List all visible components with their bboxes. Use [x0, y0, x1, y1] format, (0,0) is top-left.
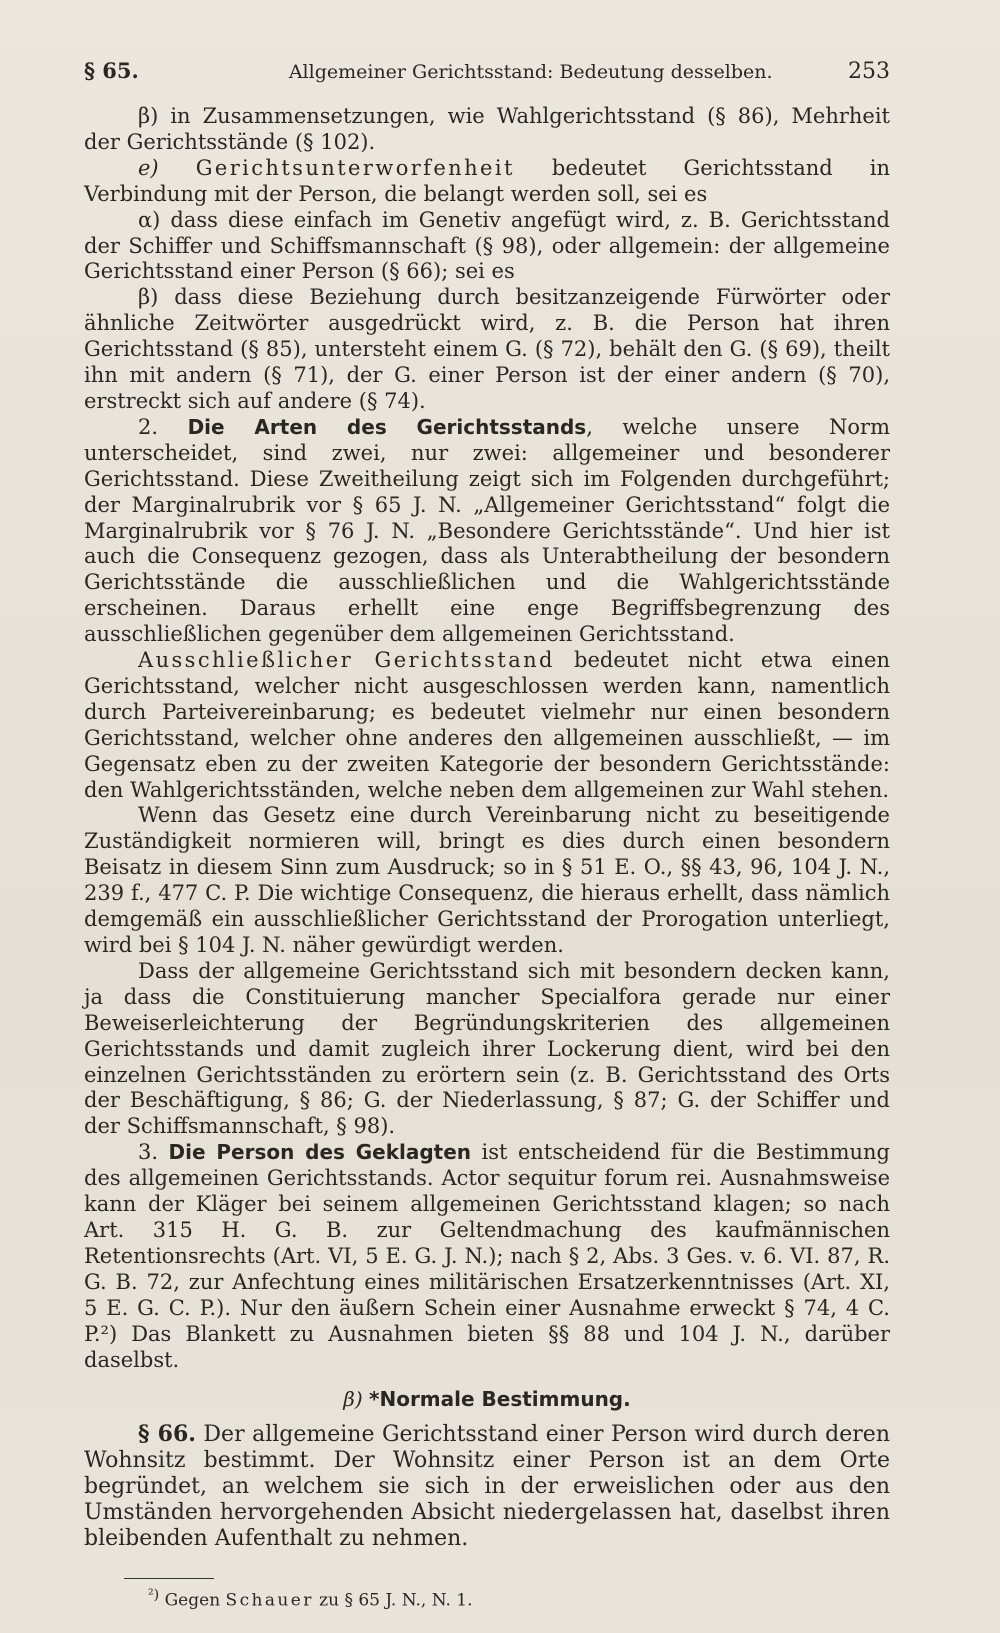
paragraph-beta-compounds [84, 104, 890, 156]
inline-heading: Die Arten des Gerichtsstands [187, 414, 587, 439]
paragraph-text: Dass der allgemeine Gerichtsstand sich mit besondern decken kann, ja dass die Constituierung mancher Specialfora gerade nur einer Beweiserleichterung der Begründungskriterien des allgemeinen Gerichtsstands und damit zugleich ihrer Lockerung dient, wird bei den einzelnen Gerichtsständen zu erörtern sein (z. B. Gerichtsstand des Orts der Beschäftigung, § 86; G. der Niederlassung, § 87; G. der Schiffer und der Schiffsmannschaft, § 98). [84, 958, 890, 1139]
subheading-label: *Normale Bestimmung. [369, 1387, 631, 1412]
paragraph-2-types [84, 415, 890, 648]
statute-section-66 [84, 1421, 890, 1552]
statute-number: § 66. [138, 1421, 196, 1448]
paragraph-text: , welche unsere Norm unterscheidet, sind zwei, nur zwei: allgemeiner und besonderer Gerichtsstand. Diese Zweitheilung zeigt sich im Folgenden durchgeführt; der Marginalrubrik vor § 65 J. N. „Allgemeiner Gerichtsstand“ folgt die Marginalrubrik vor § 76 J. N. „Besondere Gerichtsstände“. Und hier ist auch die Consequenz gezogen, dass als Unterabtheilung der besondern Gerichtsstände die ausschließlichen und die Wahlgerichtsstände erscheinen. Daraus erhellt eine enge Begriffsbegrenzung des ausschließlichen gegenüber dem allgemeinen Gerichtsstand. [84, 414, 891, 647]
paragraph-e-definition [84, 156, 890, 208]
footnote-text: Gegen [159, 1591, 226, 1612]
paragraph-alpha-genitive [84, 208, 890, 286]
subheading-prefix: β) [343, 1387, 363, 1412]
paragraph-law-intent [84, 803, 890, 958]
paragraph-text: α) dass diese einfach im Genetiv angefügt wird, z. B. Gerichtsstand der Schiffer und Schiffsmannschaft (§ 98), oder allgemein: der allgemeine Gerichtsstand einer Person (§ 66); sei es [84, 207, 890, 284]
footnote [84, 1587, 890, 1611]
footnote-author: Schauer [225, 1591, 314, 1612]
paragraph-beta-possessive [84, 285, 890, 415]
paragraph-exclusive-venue [84, 648, 890, 803]
paragraph-text: bedeutet nicht etwa einen Gerichtsstand, welcher nicht ausgeschlossen werden kann, namentlich durch Parteivereinbarung; es bedeutet vielmehr nur einen besondern Gerichtsstand, welcher ohne anderes den allgemeinen ausschließt, — im Gegensatz eben zu der zweiten Kategorie der besondern Gerichtsstände: den Wahlgerichtsständen, welche neben dem allgemeinen zur Wahl stehen. [84, 648, 890, 802]
footnote-divider [124, 1578, 214, 1579]
paragraph-3-defendant [84, 1140, 890, 1373]
enumeration-label: 3. [138, 1140, 169, 1165]
inline-heading: Die Person des Geklagten [168, 1140, 472, 1165]
running-head-section: § 65. [84, 58, 139, 83]
paragraph-text: ist entscheidend für die Bestimmung des allgemeinen Gerichtsstands. Actor sequitur forum rei. Ausnahmsweise kann der Kläger bei seinem allgemeinen Gerichtsstand klagen; so nach Art. 315 H. G. B. zur Geltendmachung des kaufmännischen Retentionsrechts (Art. VI, 5 E. G. J. N.); nach § 2, Abs. 3 Ges. v. 6. VI. 87, R. G. B. 72, zur Anfechtung eines militärischen Ersatzerkenntnisses (Art. XI, 5 E. G. C. P.). Nur den äußern Schein einer Ausnahme erweckt § 74, 4 C. P.²) Das Blankett zu Ausnahmen bieten §§ 88 und 104 J. N., darüber daselbst. [84, 1140, 890, 1372]
footnote-mark: ²) [148, 1587, 160, 1604]
footnote-text: zu § 65 J. N., N. 1. [313, 1591, 473, 1612]
running-head [84, 58, 890, 84]
paragraph-text: β) in Zusammensetzungen, wie Wahlgerichtsstand (§ 86), Mehrheit der Gerichtsstände (§ 102). [84, 104, 890, 154]
running-head-title: Allgemeiner Gerichtsstand: Bedeutung desselben. [288, 61, 773, 83]
section-subheading [84, 1387, 890, 1411]
enumeration-label: 2. [138, 414, 188, 439]
enumeration-label: e) [138, 155, 196, 180]
spaced-term: Gerichtsunterworfenheit [195, 155, 515, 180]
page-number: 253 [848, 59, 890, 84]
paragraph-text: bedeutet Gerichtsstand in Verbindung mit der Person, die belangt werden soll, sei es [84, 155, 890, 206]
spaced-term: Ausschließlicher Gerichtsstand [138, 648, 555, 673]
paragraph-text: Wenn das Gesetz eine durch Vereinbarung nicht zu beseitigende Zuständigkeit normieren will, bringt es dies durch einen besondern Beisatz in diesem Sinn zum Ausdruck; so in § 51 E. O., §§ 43, 96, 104 J. N., 239 f., 477 C. P. Die wichtige Consequenz, die hieraus erhellt, dass nämlich demgemäß ein ausschließlicher Gerichtsstand der Prorogation unterliegt, wird bei § 104 J. N. näher gewürdigt werden. [84, 803, 890, 957]
statute-text: Der allgemeine Gerichtsstand einer Person wird durch deren Wohnsitz bestimmt. Der Wohnsitz einer Person ist an dem Orte begründet, an welchem sie sich in der erweislichen oder aus den Umständen hervorgehenden Absicht niedergelassen hat, daselbst ihren bleibenden Aufenthalt zu nehmen. [84, 1422, 890, 1552]
paragraph-overlap [84, 959, 890, 1140]
paragraph-text: β) dass diese Beziehung durch besitzanzeigende Fürwörter oder ähnliche Zeitwörter ausgedrückt wird, z. B. die Person hat ihren Gerichtsstand (§ 85), untersteht einem G. (§ 72), behält den G. (§ 69), theilt ihn mit andern (§ 71), der G. einer Person ist der einer andern (§ 70), erstreckt sich auf andere (§ 74). [84, 285, 890, 413]
